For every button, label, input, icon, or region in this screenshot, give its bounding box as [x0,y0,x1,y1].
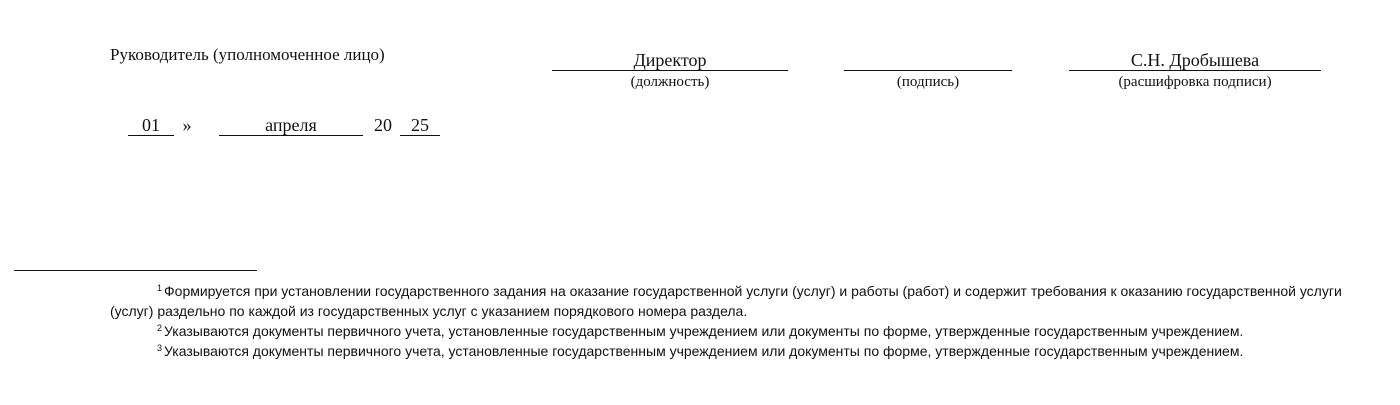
footnote-mark: 1 [157,283,163,293]
decoding-line [1069,70,1321,71]
position-line [552,70,788,71]
footnote-text: Формируется при установлении государственного задания на оказание государственной услуги (услуг) и работы (работ) и содержит требования к оказанию государственной услуги (услуг) раздельно по каждой из государственных услуг с указанием порядкового номера раздела. [110,283,1342,319]
date-year-suffix: 25 [411,115,429,135]
date-month-underline [219,135,363,136]
position-value: Директор [633,50,707,70]
position-caption: (должность) [630,74,710,90]
footnotes [110,281,1370,361]
footnote-mark: 2 [157,323,163,333]
signature-line [844,70,1012,71]
date-day-underline [128,135,174,136]
signature-caption: (подпись) [896,74,960,90]
footnote [110,281,1370,321]
date-year-prefix: 20 [374,115,392,135]
footnote-text: Указываются документы первичного учета, установленные государственным учреждением или документы по форме, утвержденные государственным учреждением. [164,323,1244,339]
footnote [110,321,1370,341]
footnote-mark: 3 [157,343,163,353]
footnote-separator [14,270,257,271]
date-month: апреля [265,115,317,135]
date-quote-close: » [182,115,192,135]
footnote-text: Указываются документы первичного учета, установленные государственным учреждением или документы по форме, утвержденные государственным учреждением. [164,343,1244,359]
decoding-caption: (расшифровка подписи) [1118,74,1272,90]
footnote [110,341,1370,361]
decoding-value: С.Н. Дробышева [1130,50,1260,70]
date-year-underline [400,135,440,136]
head-label: Руководитель (уполномоченное лицо) [110,45,385,64]
date-day: 01 [142,115,160,135]
